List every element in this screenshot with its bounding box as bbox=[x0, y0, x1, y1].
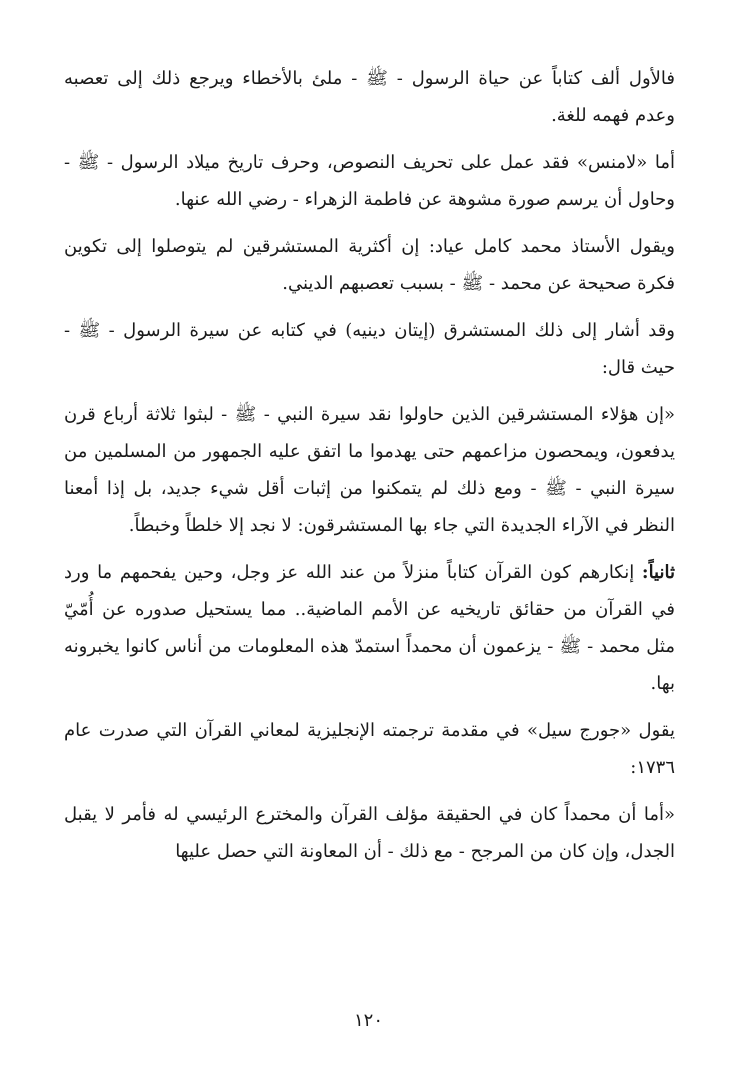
quote-paragraph-5 bbox=[64, 396, 675, 544]
paragraph-text: «أما أن محمداً كان في الحقيقة مؤلف القرآن والمخترع الرئيسي له فأمر لا يقبل الجدل، وإن كان من المرجح - مع ذلك - أن المعاونة التي حصل عليها bbox=[64, 804, 675, 862]
paragraph-1 bbox=[64, 60, 675, 134]
paragraph-4 bbox=[64, 312, 675, 386]
paragraph-text: يقول «جورج سيل» في مقدمة ترجمته الإنجليزية لمعاني القرآن التي صدرت عام ١٧٣٦: bbox=[64, 720, 675, 778]
paragraph-text: إنكارهم كون القرآن كتاباً منزلاً من عند الله عز وجل، وحين يفحمهم ما ورد في القرآن من حقائق تاريخيه عن الأمم الماضية.. مما يستحيل صدوره عن أُمّيّ مثل محمد - ﷺ - يزعمون أن محمداً استمدّ هذه المعلومات من أناس كانوا يخبرونه بها. bbox=[64, 562, 675, 694]
paragraph-text: أما «لامنس» فقد عمل على تحريف النصوص، وحرف تاريخ ميلاد الرسول - ﷺ - وحاول أن يرسم صورة مشوهة عن فاطمة الزهراء - رضي الله عنها. bbox=[64, 152, 675, 210]
paragraph-3 bbox=[64, 228, 675, 302]
paragraph-2 bbox=[64, 144, 675, 218]
paragraph-text: فالأول ألف كتاباً عن حياة الرسول - ﷺ - ملئ بالأخطاء ويرجع ذلك إلى تعصبه وعدم فهمه للغة. bbox=[64, 68, 675, 126]
paragraph-7 bbox=[64, 712, 675, 786]
page-body bbox=[64, 60, 675, 880]
paragraph-lead: ثانياً: bbox=[641, 562, 675, 583]
quote-paragraph-8 bbox=[64, 796, 675, 870]
page-number: ١٢٠ bbox=[353, 1010, 383, 1031]
paragraph-text: ويقول الأستاذ محمد كامل عياد: إن أكثرية المستشرقين لم يتوصلوا إلى تكوين فكرة صحيحة عن محمد - ﷺ - بسبب تعصبهم الديني. bbox=[64, 236, 675, 294]
paragraph-6 bbox=[64, 554, 675, 702]
paragraph-text: وقد أشار إلى ذلك المستشرق (إيتان دينيه) في كتابه عن سيرة الرسول - ﷺ - حيث قال: bbox=[64, 320, 675, 378]
paragraph-text: «إن هؤلاء المستشرقين الذين حاولوا نقد سيرة النبي - ﷺ - لبثوا ثلاثة أرباع قرن يدفعون، ويمحصون مزاعمهم حتى يهدموا ما اتفق عليه الجمهور من المسلمين من سيرة النبي - ﷺ - ومع ذلك لم يتمكنوا من إثبات أقل شيء جديد، بل إذا أمعنا النظر في الآراء الجديدة التي جاء بها المستشرقون: لا نجد إلا خلطاً وخبطاً. bbox=[64, 404, 675, 536]
